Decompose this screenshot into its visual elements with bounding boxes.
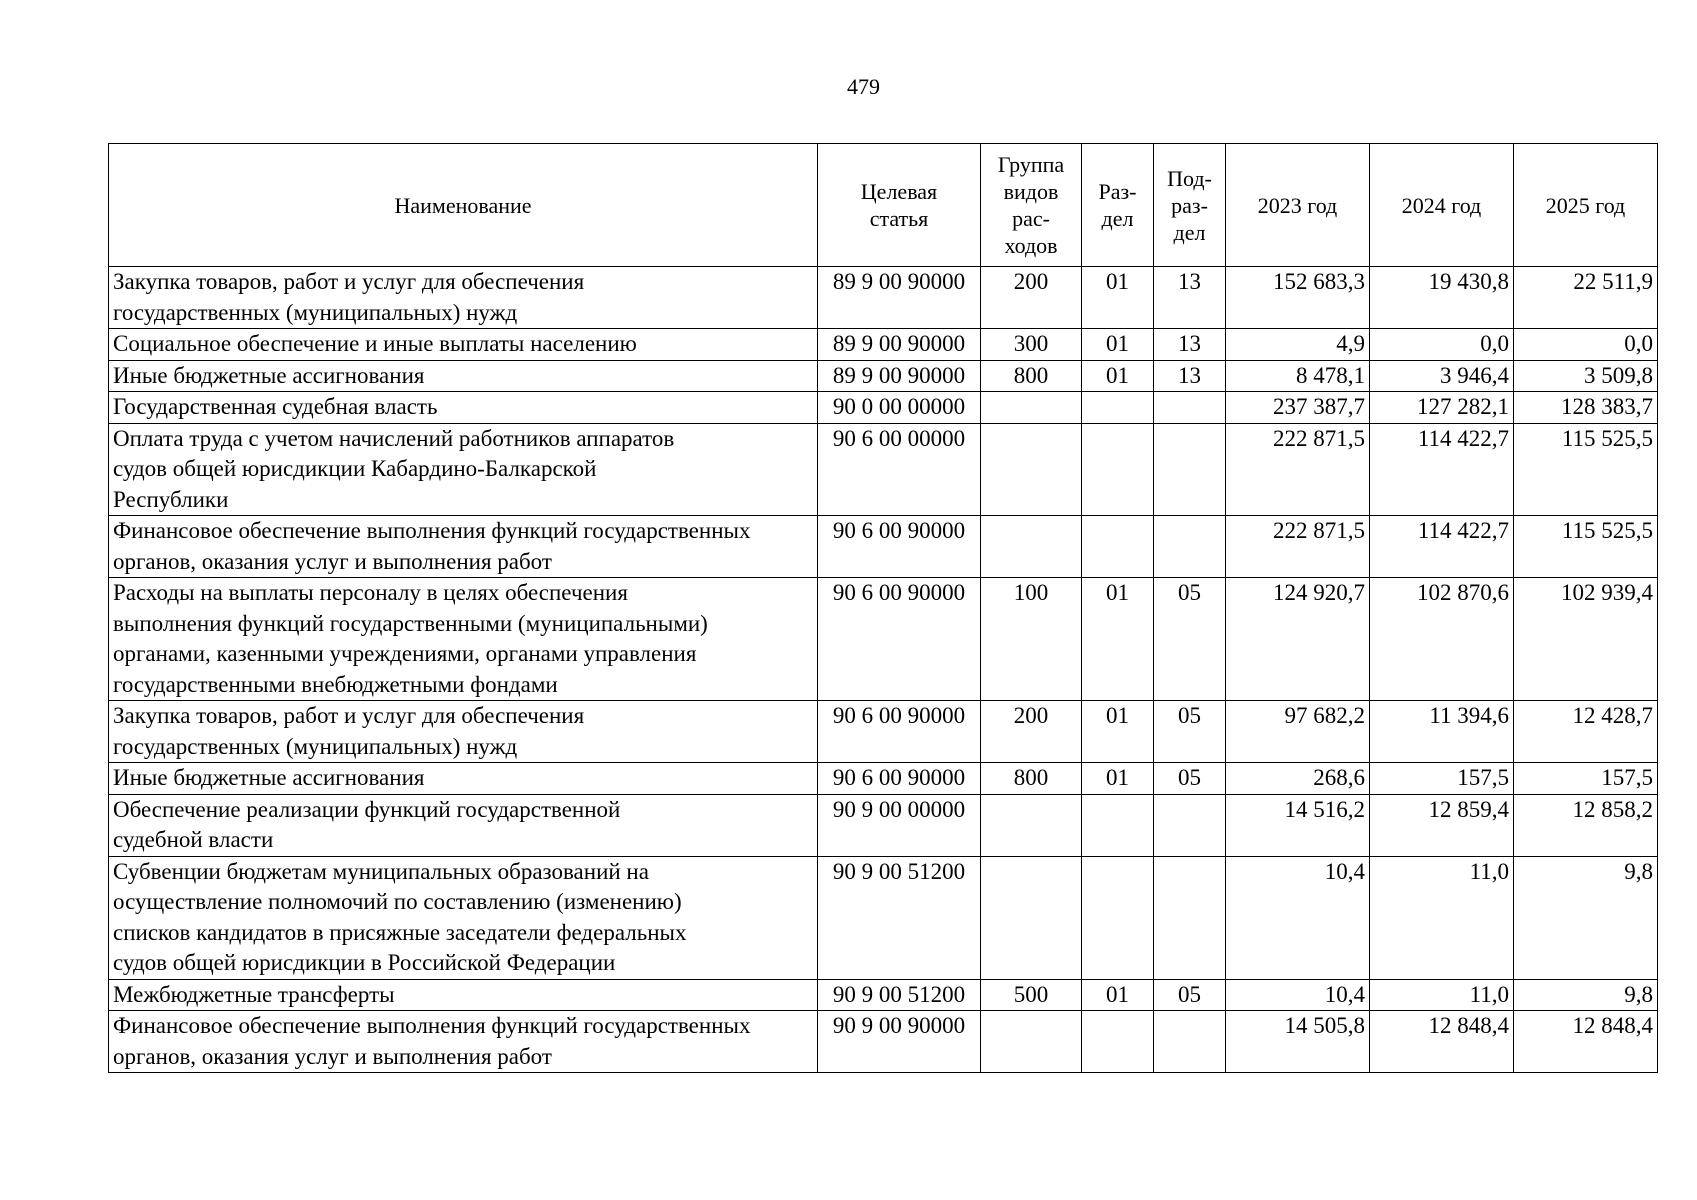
cell-section xyxy=(1082,856,1154,979)
cell-2025: 0,0 xyxy=(1514,329,1658,361)
cell-2024: 102 870,6 xyxy=(1370,578,1514,701)
cell-target: 90 6 00 90000 xyxy=(818,763,981,795)
cell-2025: 12 848,4 xyxy=(1514,1011,1658,1073)
cell-2025: 3 509,8 xyxy=(1514,360,1658,392)
cell-2023: 14 516,2 xyxy=(1226,794,1370,856)
header-target: Целевая статья xyxy=(818,144,981,267)
table-row xyxy=(109,1011,1658,1073)
cell-name: Закупка товаров, работ и услуг для обеспечения государственных (муниципальных) нужд xyxy=(109,701,818,763)
header-2024: 2024 год xyxy=(1370,144,1514,267)
cell-group xyxy=(981,794,1082,856)
cell-2025: 9,8 xyxy=(1514,979,1658,1011)
cell-2023: 8 478,1 xyxy=(1226,360,1370,392)
cell-2023: 97 682,2 xyxy=(1226,701,1370,763)
cell-2025: 115 525,5 xyxy=(1514,423,1658,516)
table-row xyxy=(109,360,1658,392)
cell-group xyxy=(981,392,1082,424)
cell-target: 89 9 00 90000 xyxy=(818,360,981,392)
cell-section: 01 xyxy=(1082,360,1154,392)
cell-2025: 157,5 xyxy=(1514,763,1658,795)
cell-2024: 11 394,6 xyxy=(1370,701,1514,763)
cell-section: 01 xyxy=(1082,578,1154,701)
cell-name: Обеспечение реализации функций государственной судебной власти xyxy=(109,794,818,856)
cell-2024: 3 946,4 xyxy=(1370,360,1514,392)
cell-group: 500 xyxy=(981,979,1082,1011)
cell-2023: 124 920,7 xyxy=(1226,578,1370,701)
cell-subsection xyxy=(1154,1011,1226,1073)
cell-2024: 127 282,1 xyxy=(1370,392,1514,424)
cell-name: Государственная судебная власть xyxy=(109,392,818,424)
cell-group xyxy=(981,423,1082,516)
cell-2025: 22 511,9 xyxy=(1514,267,1658,329)
cell-target: 90 6 00 90000 xyxy=(818,701,981,763)
cell-section xyxy=(1082,516,1154,578)
cell-section: 01 xyxy=(1082,267,1154,329)
cell-2023: 222 871,5 xyxy=(1226,423,1370,516)
cell-target: 90 9 00 51200 xyxy=(818,856,981,979)
cell-subsection xyxy=(1154,794,1226,856)
cell-target: 89 9 00 90000 xyxy=(818,267,981,329)
cell-target: 90 9 00 00000 xyxy=(818,794,981,856)
cell-name: Оплата труда с учетом начислений работников аппаратов судов общей юрисдикции Кабардино-Балкарской Республики xyxy=(109,423,818,516)
header-subsection: Под- раз- дел xyxy=(1154,144,1226,267)
cell-section xyxy=(1082,1011,1154,1073)
cell-subsection xyxy=(1154,516,1226,578)
cell-2024: 114 422,7 xyxy=(1370,423,1514,516)
budget-table xyxy=(108,143,1658,1073)
cell-name: Финансовое обеспечение выполнения функций государственных органов, оказания услуг и выполнения работ xyxy=(109,1011,818,1073)
cell-2024: 114 422,7 xyxy=(1370,516,1514,578)
cell-2025: 12 428,7 xyxy=(1514,701,1658,763)
cell-section xyxy=(1082,392,1154,424)
header-section: Раз- дел xyxy=(1082,144,1154,267)
cell-target: 90 0 00 00000 xyxy=(818,392,981,424)
cell-2023: 4,9 xyxy=(1226,329,1370,361)
cell-section: 01 xyxy=(1082,979,1154,1011)
cell-group: 200 xyxy=(981,701,1082,763)
table-header-row xyxy=(109,144,1658,267)
cell-2023: 10,4 xyxy=(1226,979,1370,1011)
table-row xyxy=(109,856,1658,979)
cell-group: 300 xyxy=(981,329,1082,361)
cell-group: 200 xyxy=(981,267,1082,329)
cell-target: 90 6 00 90000 xyxy=(818,578,981,701)
cell-name: Иные бюджетные ассигнования xyxy=(109,360,818,392)
cell-2023: 152 683,3 xyxy=(1226,267,1370,329)
table-row xyxy=(109,794,1658,856)
header-name: Наименование xyxy=(109,144,818,267)
cell-2024: 11,0 xyxy=(1370,856,1514,979)
cell-group: 100 xyxy=(981,578,1082,701)
cell-2024: 12 859,4 xyxy=(1370,794,1514,856)
cell-section: 01 xyxy=(1082,763,1154,795)
cell-name: Финансовое обеспечение выполнения функций государственных органов, оказания услуг и выполнения работ xyxy=(109,516,818,578)
cell-subsection xyxy=(1154,392,1226,424)
page-number: 479 xyxy=(847,74,880,99)
cell-target: 89 9 00 90000 xyxy=(818,329,981,361)
cell-section: 01 xyxy=(1082,329,1154,361)
cell-group xyxy=(981,1011,1082,1073)
cell-2024: 157,5 xyxy=(1370,763,1514,795)
cell-2023: 222 871,5 xyxy=(1226,516,1370,578)
table-row xyxy=(109,701,1658,763)
table-row xyxy=(109,423,1658,516)
table-row xyxy=(109,979,1658,1011)
table-row xyxy=(109,516,1658,578)
cell-name: Субвенции бюджетам муниципальных образований на осуществление полномочий по составлению (изменению) списков кандидатов в присяжные заседатели федеральных судов общей юрисдикции в Российской Федерации xyxy=(109,856,818,979)
cell-subsection: 13 xyxy=(1154,360,1226,392)
cell-2024: 0,0 xyxy=(1370,329,1514,361)
table-row xyxy=(109,267,1658,329)
table-row xyxy=(109,392,1658,424)
cell-name: Расходы на выплаты персоналу в целях обеспечения выполнения функций государственными (муниципальными) органами, казенными учреждениями, органами управления государственными внебюджетными фондами xyxy=(109,578,818,701)
cell-subsection: 05 xyxy=(1154,763,1226,795)
cell-target: 90 6 00 00000 xyxy=(818,423,981,516)
cell-name: Межбюджетные трансферты xyxy=(109,979,818,1011)
cell-target: 90 9 00 90000 xyxy=(818,1011,981,1073)
cell-2025: 9,8 xyxy=(1514,856,1658,979)
cell-target: 90 9 00 51200 xyxy=(818,979,981,1011)
cell-section: 01 xyxy=(1082,701,1154,763)
table-body xyxy=(109,267,1658,1073)
cell-2023: 268,6 xyxy=(1226,763,1370,795)
header-group: Группа видов рас- ходов xyxy=(981,144,1082,267)
cell-2023: 10,4 xyxy=(1226,856,1370,979)
cell-2024: 19 430,8 xyxy=(1370,267,1514,329)
table-row xyxy=(109,329,1658,361)
cell-group xyxy=(981,516,1082,578)
cell-group xyxy=(981,856,1082,979)
cell-2025: 115 525,5 xyxy=(1514,516,1658,578)
cell-group: 800 xyxy=(981,360,1082,392)
cell-name: Иные бюджетные ассигнования xyxy=(109,763,818,795)
cell-2024: 12 848,4 xyxy=(1370,1011,1514,1073)
table-row xyxy=(109,763,1658,795)
cell-2023: 237 387,7 xyxy=(1226,392,1370,424)
cell-subsection: 05 xyxy=(1154,979,1226,1011)
cell-name: Социальное обеспечение и иные выплаты населению xyxy=(109,329,818,361)
cell-section xyxy=(1082,423,1154,516)
cell-2025: 128 383,7 xyxy=(1514,392,1658,424)
cell-group: 800 xyxy=(981,763,1082,795)
header-2023: 2023 год xyxy=(1226,144,1370,267)
cell-subsection: 05 xyxy=(1154,701,1226,763)
header-2025: 2025 год xyxy=(1514,144,1658,267)
table-row xyxy=(109,578,1658,701)
cell-2023: 14 505,8 xyxy=(1226,1011,1370,1073)
cell-2025: 12 858,2 xyxy=(1514,794,1658,856)
cell-subsection: 13 xyxy=(1154,267,1226,329)
cell-name: Закупка товаров, работ и услуг для обеспечения государственных (муниципальных) нужд xyxy=(109,267,818,329)
cell-subsection: 05 xyxy=(1154,578,1226,701)
cell-section xyxy=(1082,794,1154,856)
cell-2025: 102 939,4 xyxy=(1514,578,1658,701)
cell-subsection xyxy=(1154,423,1226,516)
cell-target: 90 6 00 90000 xyxy=(818,516,981,578)
cell-subsection: 13 xyxy=(1154,329,1226,361)
cell-2024: 11,0 xyxy=(1370,979,1514,1011)
cell-subsection xyxy=(1154,856,1226,979)
